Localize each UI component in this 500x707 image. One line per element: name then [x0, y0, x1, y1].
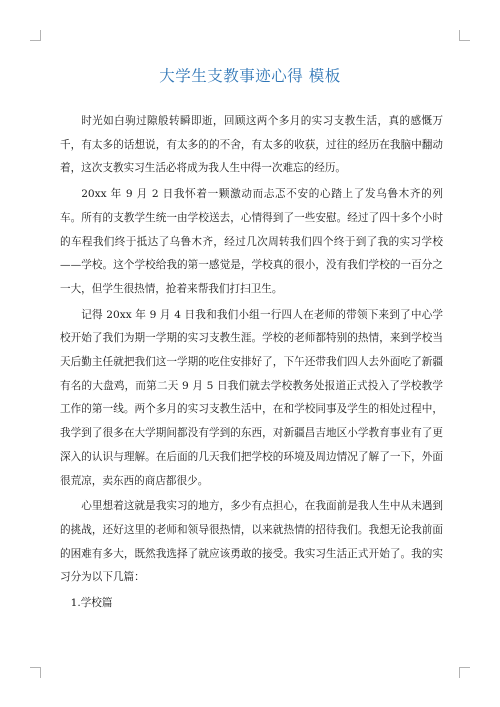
crop-mark-bottom-left	[30, 667, 41, 678]
paragraph-school-start: 记得 20xx 年 9 月 4 日我和我们小组一行四人在老师的带领下来到了中心学校开始了我们为期一学期的实习支教生涯。学校的老师都特别的热情，来到学校当天后勤主任就把我们这一学期的吃住安排好了，下午还带我们四人去外面吃了新疆有名的大盘鸡，而第二天 9 月 5 日我们就去学校教务处报道正式投入了学校教学工作的第一线。两个多月的实习支教生活中，在和学校同事及学生的相处过程中，我学到了很多在大学期间都没有学到的东西，对新疆昌吉地区小学教育事业有了更深入的认识与理解。在后面的几天我们把学校的环境及周边情况了解了一下，外面很荒凉，卖东西的商店都很少。	[60, 308, 443, 487]
crop-mark-top-right	[459, 30, 470, 41]
paragraph-reflection: 心里想着这就是我实习的地方，多少有点担心，在我面前是我人生中从未遇到的挑战，还好这里的老师和领导很热情，以来就热情的招待我们。我想无论我前面的困难有多大，既然我选择了就应该勇敢的接受。我实习生活正式开始了。我的实习分为以下几篇：	[60, 500, 443, 584]
paragraph-arrival: 20xx 年 9 月 2 日我怀着一颗激动而忐忑不安的心踏上了发乌鲁木齐的列车。所有的支教学生统一由学校送去，心情得到了一些安慰。经过了四十多个小时的车程我们终于抵达了乌鲁木齐，经过几次周转我们四个终于到了我的实习学校——学校。这个学校给我的第一感觉是，学校真的很小，没有我们学校的一百分之一大，但学生很热情，抢着来帮我们打扫卫生。	[60, 188, 443, 295]
section-heading-school: 1.学校篇	[70, 597, 113, 610]
crop-mark-bottom-right	[459, 667, 470, 678]
paragraph-intro: 时光如白驹过隙般转瞬即逝，回顾这两个多月的实习支教生活，真的感慨万千，有太多的话想说，有太多的的不舍，有太多的收获，过往的经历在我脑中翻动着，这次支教实习生活必将成为我人生中得一次难忘的经历。	[60, 115, 443, 175]
document-title: 大学生支教事迹心得 模板	[159, 67, 341, 85]
document-body	[60, 110, 443, 616]
crop-mark-top-left	[30, 30, 41, 41]
